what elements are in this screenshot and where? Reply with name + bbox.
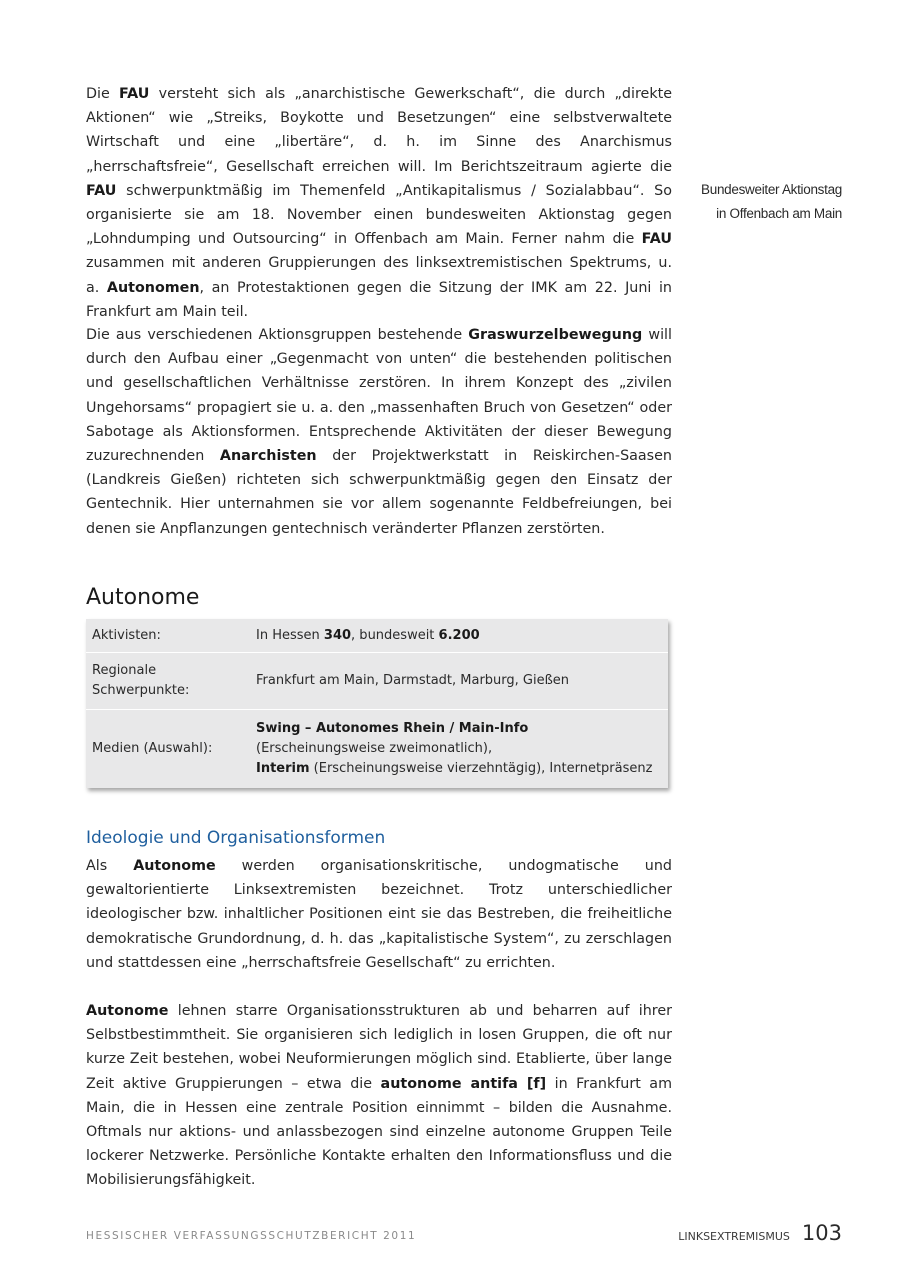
text-run: schwerpunktmäßig im Themenfeld „Antikapitalismus / Sozialabbau“. So organisierte sie am 18. November einen bundesweiten Aktionstag gegen „Lohndumping und Outsourcing“ in Offenbach am Main. Ferner nahm die	[86, 182, 672, 248]
margin-note	[700, 178, 842, 226]
paragraph-autonome-definition	[86, 854, 672, 975]
margin-note-line1: Bundesweiter Aktionstag	[701, 182, 842, 197]
info-value-regions: Frankfurt am Main, Darmstadt, Marburg, Gießen	[256, 673, 570, 688]
bold-term: FAU	[86, 182, 117, 199]
info-label-regions-line1: Regionale	[92, 663, 157, 678]
paragraph-fau	[86, 82, 672, 324]
text-run: in Frankfurt am Main, die in Hessen eine zentrale Position einnimmt – bilden die Ausnahme. Oftmals nur aktions- und anlassbezogen sind einzelne autonome Gruppen Teile lockerer Netzwerke. Persönliche Kontakte erhalten den Informationsfluss und die Mobilisierungsfähigkeit.	[86, 1075, 672, 1189]
text-run: Als	[86, 858, 134, 874]
bold-term: Graswurzelbewegung	[468, 327, 643, 343]
text-run: der Projektwerkstatt in Reiskirchen-Saasen (Landkreis Gießen) richteten sich schwerpunktmäßig gegen den Einsatz der Gentechnik. Hier unternahmen sie vor allem sogenannte Feldbefreiungen, bei denen sie Anpflanzungen gentechnisch veränderter Pflanzen zerstörten.	[86, 448, 672, 537]
text-run: will durch den Aufbau einer „Gegenmacht von unten“ die bestehenden politischen und gesellschaftlichen Verhältnisse zerstören. In ihrem Konzept des „zivilen Ungehorsams“ propagiert sie u. a. den „massenhaften Bruch von Gesetzen“ oder Sabotage als Aktionsformen. Entsprechende Aktivitäten der dieser Bewegung zuzurechnenden	[86, 327, 673, 465]
bold-term: Autonome	[86, 1003, 169, 1019]
media-interim: Interim	[256, 761, 310, 776]
media-swing-frequency: (Erscheinungsweise zweimonatlich),	[256, 741, 493, 756]
text-run: In Hessen	[256, 627, 324, 643]
bold-term: 340	[323, 627, 352, 643]
text-run: versteht sich als „anarchistische Gewerkschaft“, die durch „direkte Aktionen“ wie „Streiks, Boykotte und Besetzungen“ eine selbstverwaltete Wirtschaft und eine „libertäre“, d. h. im Sinne des Anarchismus „herrschaftsfreie“, Gesellschaft erreichen will. Im Berichtszeitraum agierte die	[86, 86, 673, 175]
info-label-media: Medien (Auswahl):	[92, 741, 213, 756]
bold-term: FAU	[119, 86, 150, 102]
info-value-media	[256, 719, 668, 779]
bold-term: autonome antifa [f]	[380, 1075, 547, 1092]
bold-term: Autonome	[133, 858, 216, 874]
media-swing: Swing – Autonomes Rhein / Main-Info	[256, 721, 529, 736]
page-number: 103	[801, 1221, 842, 1245]
text-run: , bundesweit	[351, 627, 439, 643]
paragraph-autonome-organisation	[86, 999, 672, 1193]
text-run: Die aus verschiedenen Aktionsgruppen bestehende	[86, 327, 469, 343]
text-run: Die	[86, 86, 120, 102]
info-row-activists	[86, 619, 668, 653]
text-run: , an Protestaktionen gegen die Sitzung der IMK am 22. Juni in Frankfurt am Main teil.	[86, 279, 672, 320]
info-row-media	[86, 710, 668, 788]
media-interim-detail: (Erscheinungsweise vierzehntägig), Internetpräsenz	[309, 761, 653, 776]
info-value-activists	[256, 626, 668, 646]
paragraph-graswurzelbewegung	[86, 323, 672, 541]
margin-note-line2: in Offenbach am Main	[716, 206, 842, 221]
info-label-regions	[86, 661, 256, 701]
footer-section: LINKSEXTREMISMUS	[678, 1230, 790, 1243]
bold-term: Anarchisten	[219, 448, 317, 465]
info-label-activists: Aktivisten:	[92, 627, 161, 643]
info-row-regions	[86, 653, 668, 710]
info-box	[86, 619, 668, 788]
text-run: lehnen starre Organisationsstrukturen ab und beharren auf ihrer Selbstbestimmtheit. Sie organisieren sich lediglich in losen Gruppen, die oft nur kurze Zeit bestehen, wobei Neuformierungen möglich sind. Etablierte, über lange Zeit aktive Gruppierungen – etwa die	[86, 1003, 672, 1092]
text-run: werden organisationskritische, undogmatische und gewaltorientierte Linksextremisten bezeichnet. Trotz unterschiedlicher ideologischer bzw. inhaltlicher Positionen eint sie das Bestreben, die freiheitliche demokratische Grundordnung, d. h. das „kapitalistische System“, zu zerschlagen und stattdessen eine „herrschaftsfreie Gesellschaft“ zu errichten.	[86, 858, 672, 971]
bold-term: 6.200	[438, 627, 480, 643]
bold-term: FAU	[641, 231, 672, 248]
subtitle-ideology: Ideologie und Organisationsformen	[86, 828, 386, 848]
bold-term: Autonomen	[106, 279, 200, 296]
footer-right	[678, 1221, 842, 1245]
section-title: Autonome	[86, 585, 200, 610]
text-run: zusammen mit anderen Gruppierungen des linksextremistischen Spektrums, u. a.	[86, 255, 672, 296]
info-label-regions-line2: Schwerpunkte:	[92, 683, 190, 698]
footer-publication: HESSISCHER VERFASSUNGSSCHUTZBERICHT 2011	[86, 1230, 417, 1242]
